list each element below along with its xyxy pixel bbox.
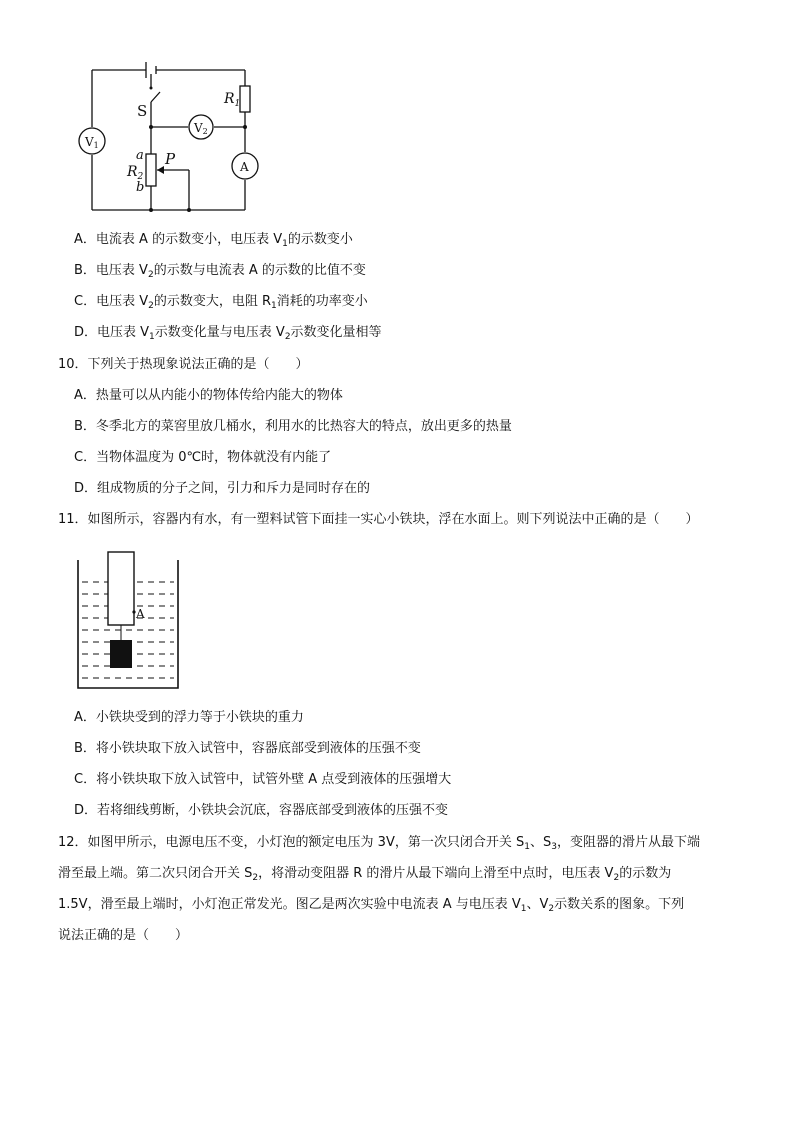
voltmeter-v2-label: V2 bbox=[194, 121, 208, 136]
q11-option-c: C．将小铁块取下放入试管中，试管外壁 A 点受到液体的压强增大 bbox=[74, 772, 452, 787]
terminal-b-label: b bbox=[136, 180, 145, 195]
r1-label: $R_1$ bbox=[224, 91, 241, 109]
q10-option-a: A．热量可以从内能小的物体传给内能大的物体 bbox=[74, 388, 343, 403]
slider-p-label: P bbox=[165, 150, 176, 168]
voltmeter-v1-label: V1 bbox=[85, 135, 99, 150]
q11-option-a: A．小铁块受到的浮力等于小铁块的重力 bbox=[74, 710, 304, 725]
point-a-label: A bbox=[136, 607, 145, 621]
q9-option-b: B．电压表 $V_2$的示数与电流表 A 的示数的比值不变 bbox=[74, 263, 366, 280]
q10-option-b: B．冬季北方的菜窖里放几桶水，利用水的比热容大的特点，放出更多的热量 bbox=[74, 419, 512, 434]
container-figure bbox=[70, 552, 170, 692]
q9-option-d: D．电压表 $V_1$示数变化量与电压表 $V_2$示数变化量相等 bbox=[74, 325, 382, 342]
q12-line1: 12．如图甲所示，电源电压不变，小灯泡的额定电压为 3V，第一次只闭合开关 $S_1$、$S_3$，变阻器的滑片从最下端 bbox=[58, 835, 700, 852]
r2-label: $R_2$ bbox=[127, 164, 144, 182]
q12-line3: 1.5V，滑至最上端时，小灯泡正常发光。图乙是两次实验中电流表 A 与电压表 $V_1$、$V_2$示数关系的图象。下列 bbox=[58, 897, 685, 914]
q9-option-a: A．电流表 A 的示数变小，电压表 $V_1$的示数变小 bbox=[74, 232, 353, 249]
q10-option-c: C．当物体温度为 0℃时，物体就没有内能了 bbox=[74, 450, 332, 465]
ammeter-label: A bbox=[240, 160, 249, 174]
q11-option-d: D．若将细线剪断，小铁块会沉底，容器底部受到液体的压强不变 bbox=[74, 803, 449, 818]
q12-line4: 说法正确的是（ ） bbox=[58, 928, 189, 943]
q12-line2: 滑至最上端。第二次只闭合开关 $S_2$，将滑动变阻器 R 的滑片从最下端向上滑至中点时，电压表 $V_2$的示数为 bbox=[58, 866, 672, 883]
q10-option-d: D．组成物质的分子之间，引力和斥力是同时存在的 bbox=[74, 481, 371, 496]
q10-stem: 10．下列关于热现象说法正确的是（ ） bbox=[58, 357, 309, 372]
switch-label: S bbox=[137, 102, 148, 120]
q9-option-c: C．电压表 $V_2$的示数变大，电阻 $R_1$消耗的功率变小 bbox=[74, 294, 368, 311]
circuit-diagram bbox=[0, 0, 794, 230]
q11-stem: 11．如图所示，容器内有水，有一塑料试管下面挂一实心小铁块，浮在水面上。则下列说法中正确的是（ ） bbox=[58, 512, 699, 527]
q11-option-b: B．将小铁块取下放入试管中，容器底部受到液体的压强不变 bbox=[74, 741, 421, 756]
terminal-a-label: a bbox=[136, 148, 144, 163]
